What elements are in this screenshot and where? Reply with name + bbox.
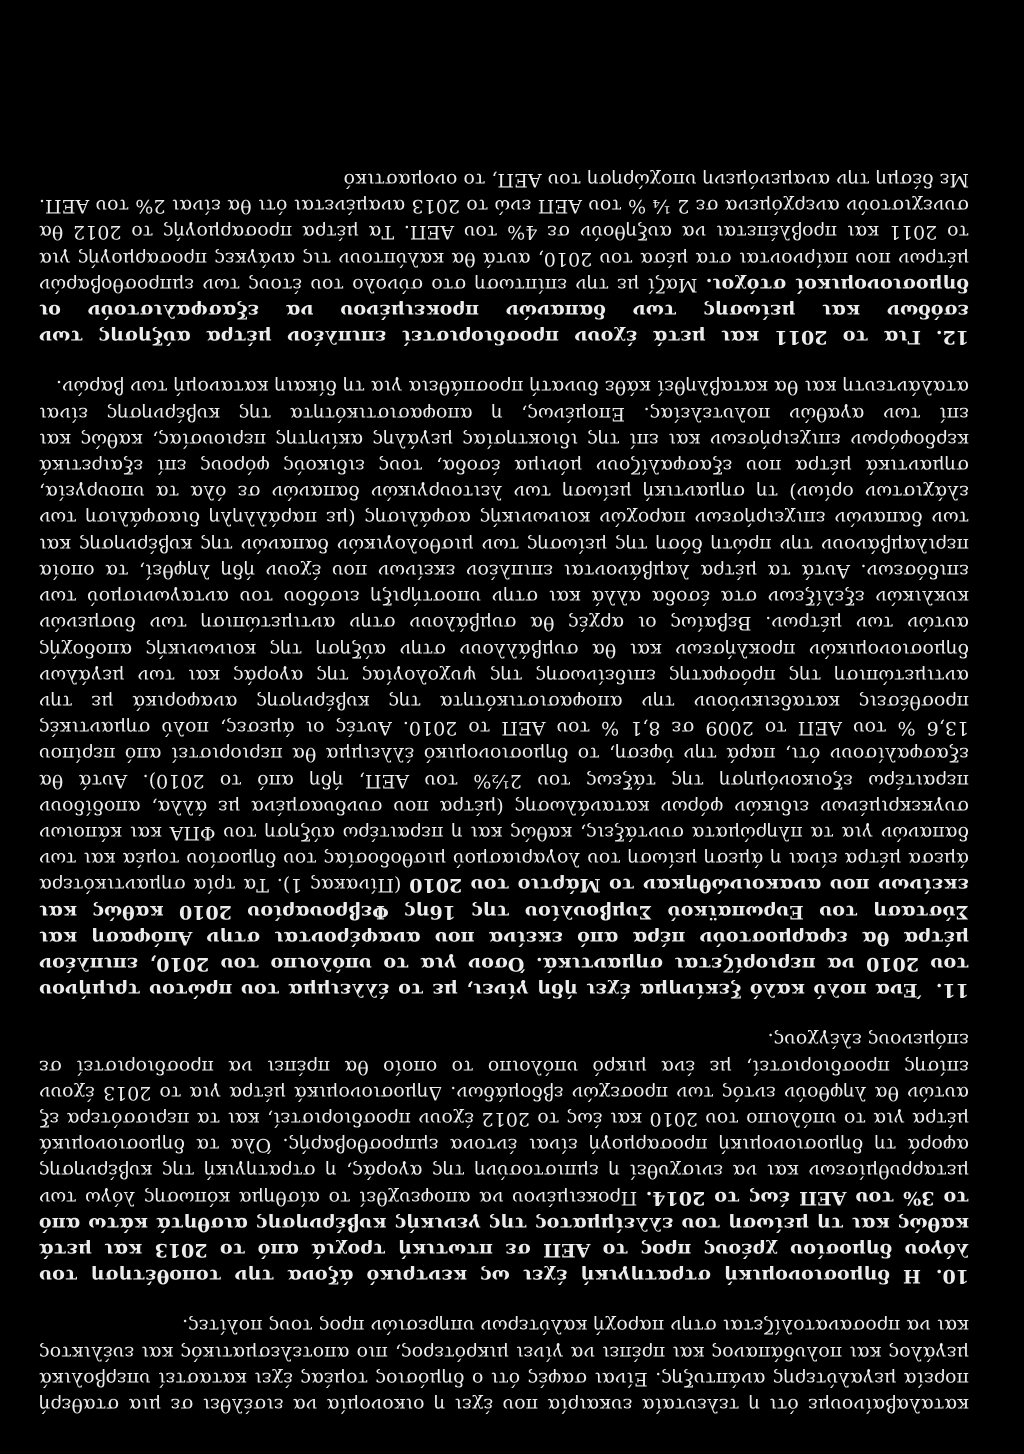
- paragraph-number: 11.: [935, 979, 969, 1002]
- paragraph-text: καταλαβαίνουμε ότι η τελευταία ευκαιρία που έχει η οικονομία να εισέλθει σε μια σταθερή πορεία μεγαλύτερης ανάπτυξης. Είναι σαφές ότι ο δημόσιος τομέας έχει καταστεί υπερβολικά μεγάλος και πολυδάπανος και πρέπει να γίνει μικρότερος, πιο αποτελεσματικός και ευέλικτος και να προσανατολίζεται στην παροχή καλύτερων υπηρεσιών προς τους πολίτες.: [39, 1315, 969, 1416]
- paragraph-lead: Για το 2011 και μετά έχουν προσδιοριστεί επιπλέον μέτρα αύξησης των εσόδων και μείωσης των δαπανών προκειμένου να εξασφαλιστούν οι δημοσιονομικοί στόχοι.: [39, 273, 969, 349]
- paragraph-12: [39, 167, 969, 350]
- paragraph-text: Προκειμένου να αποφευχθεί το αίσθημα κόπωσης λόγω των μεταρρυθμίσεων και να ενισχυθεί η εμπιστοσύνη της αγοράς, η στρατηγική της κυβέρνησης αφορά τη δημοσιονομική προσαρμογή είναι έντονα εμπροσθοβαρής. Όλα τα δημοσιονομικά μέτρα για το υπόλοιπο του 2010 και έως το 2012 έχουν προσδιοριστεί, και τα περισσότερα εξ αυτών θα ληφθούν εντός των προσεχών εβδομάδων. Δημοσιονομικά μέτρα για το 2013 έχουν επίσης προσδιοριστεί, με ένα μικρό υπόλοιπο το οποίο θα πρέπει να προσδιοριστεί σε επόμενους ελέγχους.: [39, 1029, 969, 1209]
- paragraph-10: [39, 1027, 969, 1289]
- paragraph-number: 12.: [935, 326, 969, 349]
- paragraph-text: (Πίνακας 1). Τα τρία σημαντικότερα άμεσα μέτρα είναι η άμεση μείωση του λογαριασμού μισθοδοσίας του δημοσίου τομέα και των δαπανών για τα πληρώματα συντάξεις, καθώς και η περαιτέρω αύξηση του ΦΠΑ και κάποιων συγκεκριμένων ειδικών φόρων κατανάλωσης (μέτρα που συνδυασμένα με άλλα, αποδίδουν περαιτέρω εξοικονόμηση της τάξεως του 2½% του ΑΕΠ, ήδη από το 2010). Αυτά θα εξασφαλίσουν ότι, παρά την ύφεση, το δημοσιονομικό έλλειμμα θα περιοριστεί από περίπου 13,6 % του ΑΕΠ το 2009 σε 8,1 % του ΑΕΠ το 2010. Αυτές οι άμεσες, πολύ σημαντικές προσθέσεις καταδεικνύουν την αποφασιστικότητα της κυβέρνησης αναφορικά με την αντιμετώπιση της πρόσφατης επιδείνωσης της ψυχολογίας της αγοράς και των μεγάλων δημοσιονομικών προκλήσεων και θα συμβάλλουν στην αύξηση της κοινωνικής αποδοχής αυτών των μέτρων. Βεβαίως οι αρχές θα συμβάλουν στην αντιμετώπιση των δυσμενών κυκλικών εξελίξεων στα έσοδα αλλά και στην υποστήριξη εισόδου του ανταγωνισμού των επιδόσεων. Αυτά τα μέτρα λαμβάνονται επιπλέον εκείνων που έχουν ήδη ληφθεί, τα οποία περιλαμβάνουν την πρώτη δόση της μείωσης των μισθολογικών δαπανών της κυβέρνησης και των δαπανών επιχειρήσεων παροχών κοινωνικής ασφάλισης (με παράλληλη διασφάλιση των ελάχιστων ορίων) τη σημαντική μείωση των λειτουργικών δαπανών σε όλα τα υπουργεία, σημαντικά μέτρα που εξασφαλίζουν μόνιμα έσοδα, τους ειδικούς φόρους επί εξαιρετικά κερδοφόρων επιχειρήσεων και επί της ιδιοκτησίας μεγάλης ακίνητης περιουσίας, καθώς και επί των αγαθών πολυτελείας. Επομένως, η αποφασιστικότητα της κυβέρνησης είναι αταλάντευτη και θα καταβληθεί κάθε δυνατή προσπάθεια για τη δίκαιη κατανομή των βαρών.: [38, 376, 969, 897]
- paragraph-number: 10.: [935, 1265, 969, 1288]
- paragraph-lead: Ένα πολύ καλό ξεκίνημα έχει ήδη γίνει, με το έλλειμμα του πρώτου τριμήνου του 2010 να περιορίζεται σημαντικά. Όσον για το υπόλοιπο του 2010, επιπλέον μέτρα θα εφαρμοστούν πέρα από εκείνα που αναφέρονται στην Απόφαση και Σύσταση του Ευρωπαϊκού Συμβουλίου της 16ης Φεβρουαρίου 2010 καθώς και εκείνων που ανακοινώθηκαν το Μάρτιο του 2010: [39, 874, 969, 1002]
- paragraph-lead: Η δημοσιονομική στρατηγική έχει ως κεντρικό άξονα την τοποθέτηση του λόγου δημοσίου χρέους προς το ΑΕΠ σε πτωτική τροχιά από το 2013 και μετά καθώς και τη μείωση του ελλείμματος της γενικής κυβέρνησης αισθητά κάτω από το 3% του ΑΕΠ έως το 2014.: [39, 1186, 969, 1288]
- paragraph-11: [39, 374, 969, 1003]
- document-body: [39, 143, 969, 1418]
- paragraph-continuation: [39, 1313, 969, 1418]
- paragraph-text: Μαζί με την επίπτωση στο σύνολο του έτους των εμπροσθοβαρών μέτρων που παίρνονται στα μέσα του 2010, αυτά θα καλύπτουν τις ανάγκες προσαρμογής για το 2011 και προβλέπεται να αυξηθούν σε 4% του ΑΕΠ. Τα μέτρα προσαρμογής το 2012 θα συνεχιστούν ανερχόμενα σε 2 ¼ % του ΑΕΠ ενώ το 2013 αναμένεται ότι θα είναι 2% του ΑΕΠ. Με δέσμη την αναμενόμενη υποχώρηση του ΑΕΠ, το ονομαστικό: [39, 169, 969, 296]
